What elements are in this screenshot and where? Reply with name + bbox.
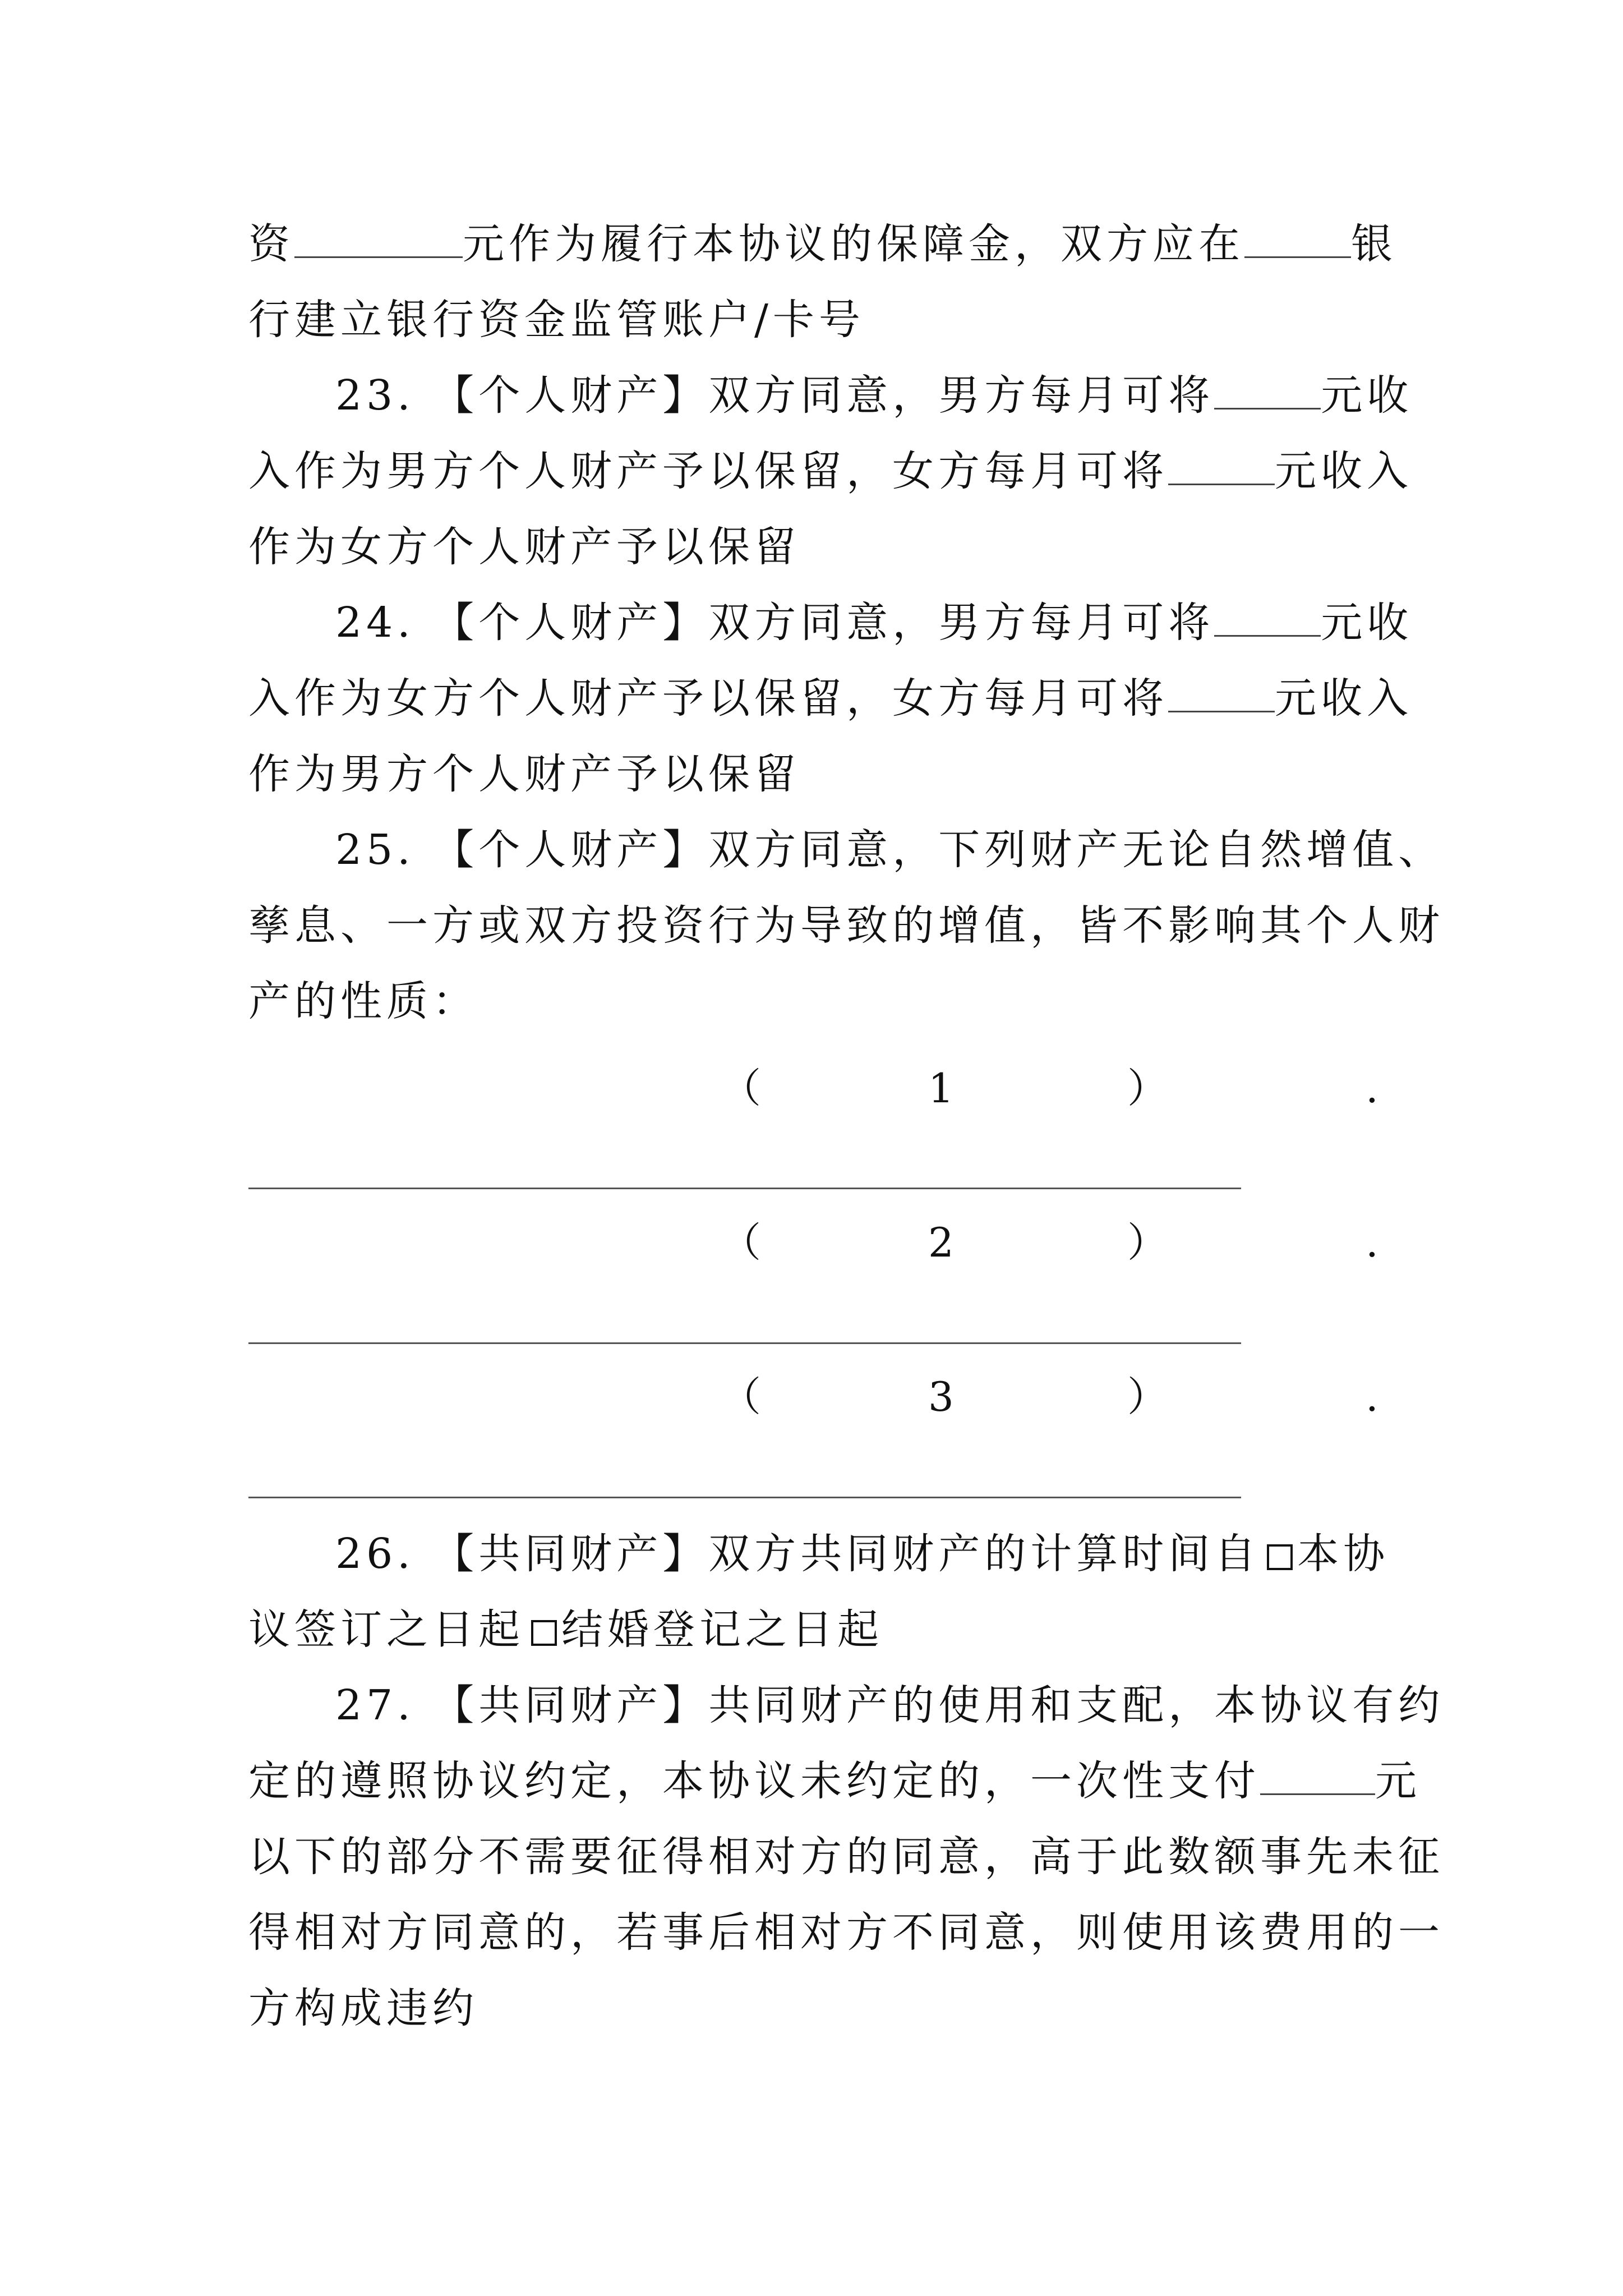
female-income-blank [1168, 443, 1275, 485]
para25-line1: 25. 【个人财产】双方同意，下列财产无论自然增值、 [335, 826, 1445, 874]
list-open-paren: （ [721, 1373, 762, 1420]
para22-line1: 资 元作为履行本协议的保障金，双方应在 银 [248, 216, 1397, 272]
deposit-amount-blank [294, 216, 463, 258]
para24-line2: 入作为女方个人财产予以保留，女方每月可将 元收入 [248, 670, 1413, 726]
list-number: 1 [928, 1065, 954, 1112]
para22-line2: 行建立银行资金监管账户/卡号 [248, 296, 865, 344]
para25-line2: 孳息、一方或双方投资行为导致的增值，皆不影响其个人财 [248, 901, 1444, 950]
checkbox-marriage-date[interactable] [531, 1620, 557, 1646]
para24-line1: 24. 【个人财产】双方同意，男方每月可将 元收 [335, 595, 1413, 651]
male-income-blank-2 [1214, 595, 1321, 637]
list-open-paren: （ [721, 1219, 762, 1266]
checkbox-agreement-date[interactable] [1267, 1544, 1293, 1570]
para25-line3: 产的性质： [248, 977, 478, 1025]
list-answer-line [248, 1188, 1241, 1189]
list-close-paren: ） [1127, 1219, 1168, 1266]
list-answer-line [248, 1497, 1241, 1498]
para23-line2: 入作为男方个人财产予以保留，女方每月可将 元收入 [248, 443, 1413, 499]
list-open-paren: （ [721, 1065, 762, 1112]
list-number: 3 [928, 1373, 954, 1420]
para27-line3: 以下的部分不需要征得相对方的同意，高于此数额事先未征 [248, 1833, 1444, 1881]
para27-line4: 得相对方同意的，若事后相对方不同意，则使用该费用的一 [248, 1908, 1444, 1957]
list-dot: . [1366, 1065, 1378, 1112]
para26-line1: 26. 【共同财产】双方共同财产的计算时间自 本协 [335, 1530, 1390, 1578]
para26-line2: 议签订之日起 结婚登记之日起 [248, 1605, 883, 1654]
female-income-blank-2 [1168, 670, 1275, 712]
para23-line1: 23. 【个人财产】双方同意，男方每月可将 元收 [335, 367, 1413, 424]
list-close-paren: ） [1127, 1373, 1168, 1420]
para24-line3: 作为男方个人财产予以保留 [248, 750, 800, 798]
para23-line3: 作为女方个人财产予以保留 [248, 523, 800, 571]
para27-line5: 方构成违约 [248, 1984, 478, 2032]
list-dot: . [1366, 1219, 1378, 1266]
bank-name-blank [1244, 216, 1351, 258]
list-number: 2 [928, 1219, 954, 1266]
list-answer-line [248, 1342, 1241, 1344]
para27-line1: 27. 【共同财产】共同财产的使用和支配，本协议有约 [335, 1681, 1445, 1729]
male-income-blank [1214, 367, 1321, 409]
list-close-paren: ） [1127, 1065, 1168, 1112]
para27-line2: 定的遵照协议约定，本协议未约定的，一次性支付 元 [248, 1753, 1421, 1809]
list-dot: . [1366, 1373, 1378, 1420]
payment-amount-blank [1260, 1753, 1375, 1795]
